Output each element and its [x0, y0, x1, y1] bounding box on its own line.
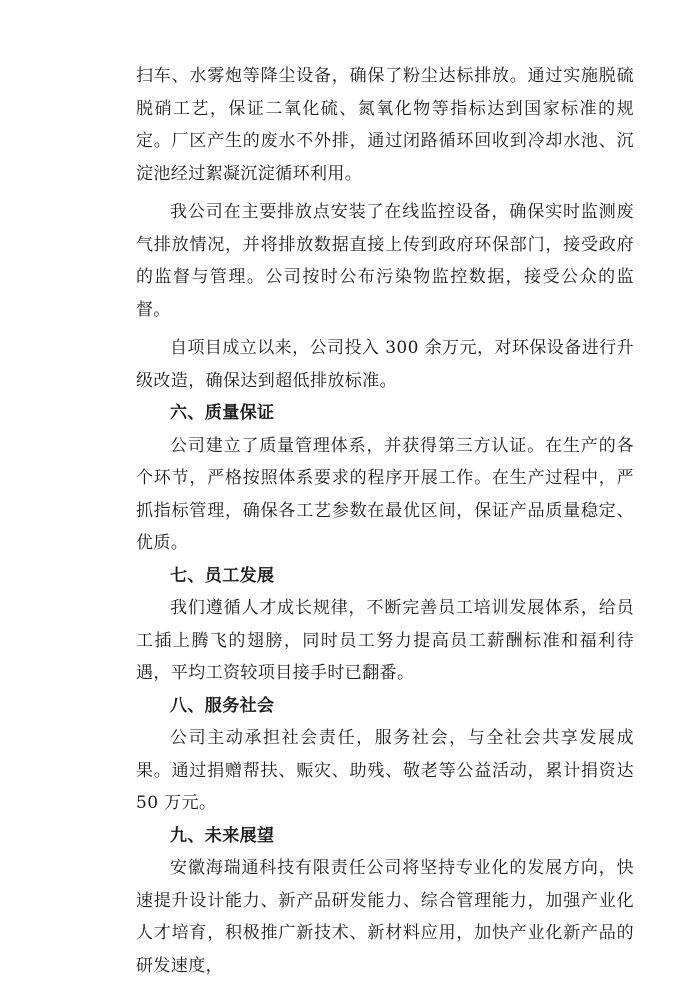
section-heading-society: 八、服务社会 — [170, 695, 275, 716]
section-heading-outlook: 九、未来展望 — [170, 825, 275, 846]
document-body — [136, 60, 634, 982]
paragraph-quality: 公司建立了质量管理体系，并获得第三方认证。在生产的各个环节，严格按照体系要求的程序开展工作。在生产过程中，严抓指标管理，确保各工艺参数在最优区间，保证产品质量稳定、优质。 — [136, 435, 634, 553]
paragraph-staff: 我们遵循人才成长规律，不断完善员工培训发展体系，给员工插上腾飞的翅膀，同时员工努力提高员工薪酬标准和福利待遇，平均工资较项目接手时已翻番。 — [136, 598, 634, 683]
paragraph-society: 公司主动承担社会责任，服务社会，与全社会共享发展成果。通过捐赠帮扶、赈灾、助残、敬老等公益活动，累计捐资达 50 万元。 — [136, 728, 634, 813]
paragraph-outlook: 安徽海瑞通科技有限责任公司将坚持专业化的发展方向，快速提升设计能力、新产品研发能力、综合管理能力，加强产业化人才培育，积极推广新技术、新材料应用，加快产业化新产品的研发速度， — [136, 858, 634, 976]
section-heading-quality: 六、质量保证 — [170, 403, 275, 423]
paragraph-online-monitoring: 我公司在主要排放点安装了在线监控设备，确保实时监测废气排放情况，并将排放数据直接上传到政府环保部门，接受政府的监督与管理。公司按时公布污染物监控数据，接受公众的监督。 — [136, 202, 634, 320]
paragraph-environment-continued: 扫车、水雾炮等降尘设备，确保了粉尘达标排放。通过实施脱硫脱硝工艺，保证二氧化硫、氮氧化物等指标达到国家标准的规定。厂区产生的废水不外排，通过闭路循环回收到冷却水池、沉淀池经过絮凝沉淀循环利用。 — [136, 66, 634, 184]
paragraph-investment: 自项目成立以来，公司投入 300 余万元，对环保设备进行升级改造，确保达到超低排放标准。 — [136, 338, 634, 391]
section-heading-staff: 七、员工发展 — [170, 565, 275, 586]
